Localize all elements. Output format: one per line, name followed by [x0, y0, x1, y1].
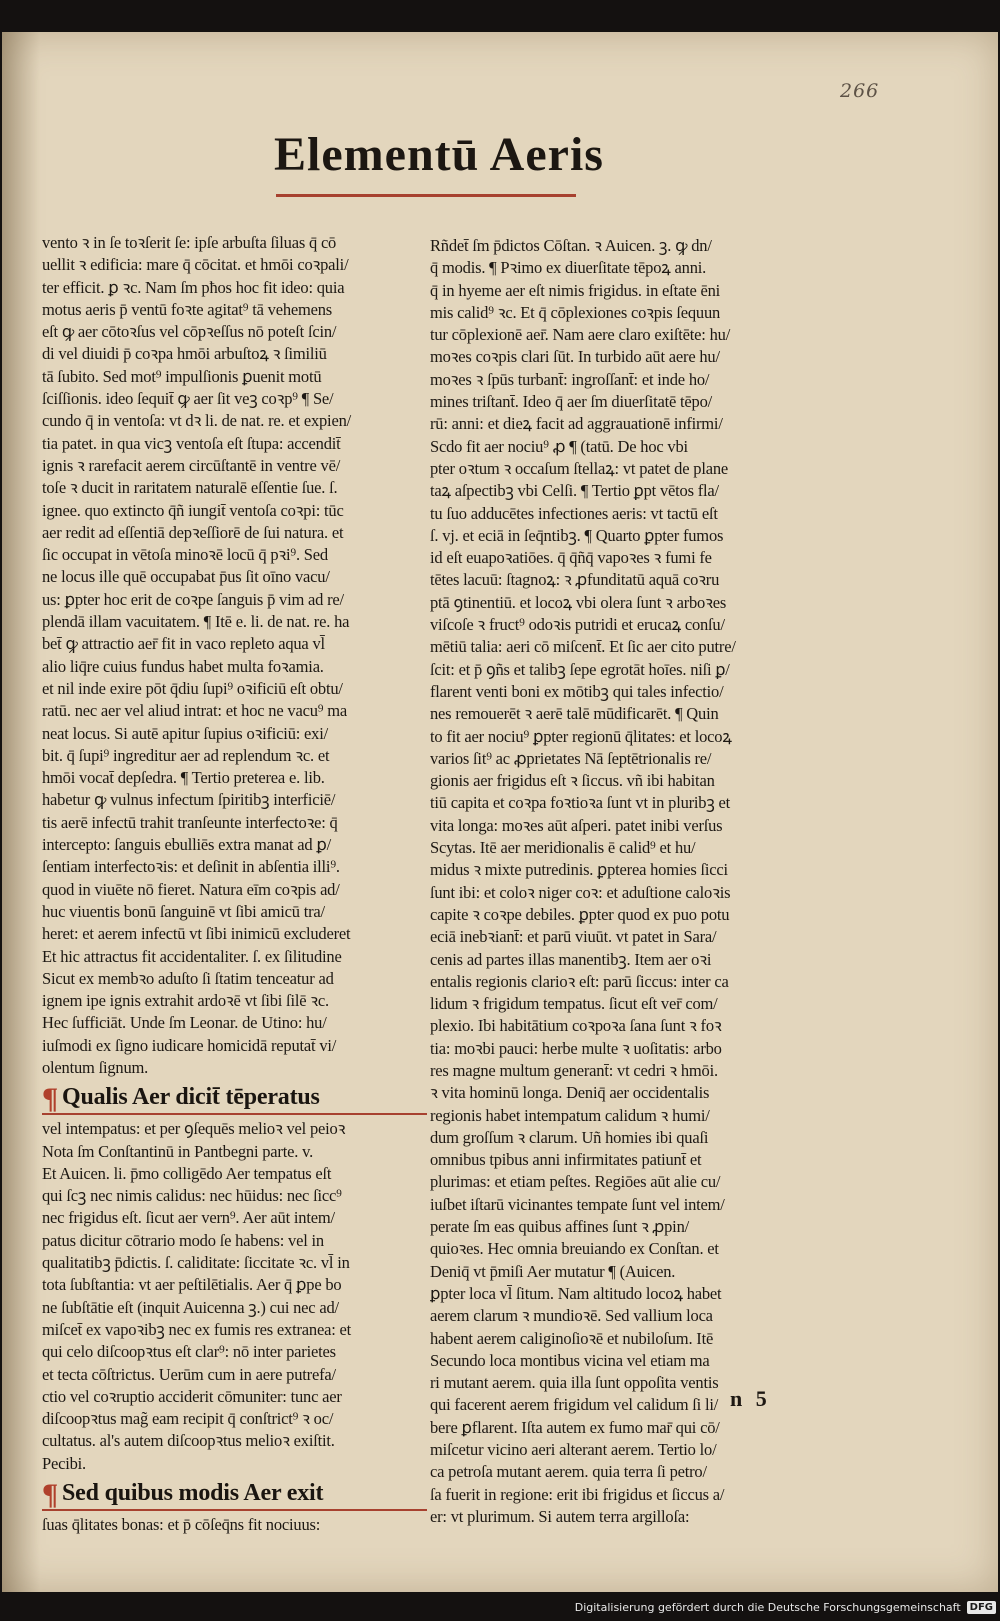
text-line: ptā ꝯtinentiū. et locoꝝ vbi olera ſunt ꝛ arboꝛes [430, 592, 727, 612]
text-line: ſ. vj. et eciā in ſeq̄ntibꝫ. ¶ Quarto ꝑpter fumos [430, 525, 724, 545]
text-line: ctio vel coꝛruptio acciderit cōmuniter: tunc aer [42, 1386, 342, 1406]
text-line: intercepto: ſanguis ebulliēs extra manat ad ꝑ/ [42, 835, 332, 855]
text-line: q̄ in hyeme aer eſt nimis frigidus. in eſtate ēni [430, 280, 721, 300]
signature-mark: n 5 [730, 1386, 771, 1411]
text-line: gionis aer frigidus eſt ꝛ ſiccus. vñ ibi habitan [430, 771, 715, 791]
dfg-logo: DFG [967, 1601, 996, 1614]
folio-number: 266 [840, 80, 880, 102]
text-line: plurimas: et etiam peſtes. Regiōes aūt alie cu/ [430, 1172, 721, 1192]
text-line: midus ꝛ mixte putredinis. ꝑpterea homies ſicci [430, 860, 728, 880]
text-line: Et hic attractus fit accidentaliter. ſ. ex ſilitudine [42, 946, 342, 966]
section-heading-sed-quibus [42, 1477, 427, 1511]
text-line: capite ꝛ coꝛpe debiles. ꝑpter quod ex puo potu [430, 904, 730, 924]
text-line: cultatus. al's autem diſcoopꝛtus melioꝛ exiſtit. [42, 1431, 335, 1451]
text-line: flarent venti boni ex mōtibꝫ qui tales infectio/ [430, 681, 724, 701]
text-line: tia: moꝛbi pauci: herbe multe ꝛ uoſitatis: arbo [430, 1038, 722, 1058]
text-line: plendā illam vacuitatem. ¶ Itē e. li. de nat. re. ha [42, 612, 350, 632]
text-line: res magne multum generant̄: vt cedri ꝛ hmōi. [430, 1060, 718, 1080]
section-heading-qualis-aer [42, 1081, 427, 1115]
text-line: motus aeris p̄ ventū foꝛte agitat⁹ tā vehemens [42, 299, 333, 319]
text-line: Scdo fit aer nociu⁹ ꝓ ¶ (tatū. De hoc vbi [430, 436, 688, 456]
text-line: tota ſubſtantia: vt aer peſtilētialis. Aer q̄ ꝑpe bo [42, 1275, 342, 1295]
text-line: qui facerent aerem frigidum vel calidum ſi li/ [430, 1395, 719, 1415]
text-line: dum groſſum ꝛ clarum. Uñ homies ibi quaſi [430, 1127, 709, 1147]
text-line: lidum ꝛ frigidum tempatus. ſicut eſt ver̄ com/ [430, 994, 718, 1014]
text-line: ne ſubſtātie eſt (inquit Auicenna ꝫ.) cui nec ad/ [42, 1297, 339, 1317]
text-line: tētes lacuū: ſtagnoꝝ: ꝛ ꝓfunditatū aquā coꝛru [430, 570, 720, 590]
text-line: cundo q̄ in ventoſa: vt dꝛ li. de nat. re. et expien/ [42, 411, 352, 431]
text-line: ſuas q̄litates bonas: et p̄ cōſeq̄ns fit nociuus: [42, 1515, 321, 1535]
text-line: vel intempatus: et per ꝯſequēs melioꝛ vel peioꝛ [42, 1119, 346, 1139]
text-line: mis calid⁹ ꝛc. Et q̄ cōplexiones coꝛpis ſequun [430, 302, 721, 322]
text-line: aerem clarum ꝛ mundioꝛē. Sed vallium loca [430, 1306, 713, 1326]
text-line: di vel diuidi p̄ coꝛpa hmōi arbuſtoꝝ ꝛ ſimiliū [42, 344, 327, 364]
text-line: entalis regionis clarioꝛ eſt: parū ſiccus: inter ca [430, 971, 729, 991]
text-line: vita longa: moꝛes aūt aſperi. patet inibi verſus [430, 815, 723, 835]
text-line: vento ꝛ in ſe toꝛſerit ſe: ipſe arbuſta ſiluas q̄ cō [42, 233, 337, 252]
text-line: Sicut ex membꝛo aduſto ſi ſtatim tenceatur ad [42, 968, 334, 988]
text-line: ſcit: et p̄ ꝯñs et talibꝫ ſepe egrotāt hoīes. niſi ꝑ/ [430, 659, 730, 679]
headline-rule [276, 194, 576, 197]
text-line: Secundo loca montibus vicina vel etiam ma [430, 1350, 710, 1370]
text-line: ſentiam interfectoꝛis: et deſinit in abſentia illi⁹. [42, 857, 340, 877]
text-line: ſunt ibi: et coloꝛ niger coꝛ: et aduſtione caloꝛis [430, 882, 731, 902]
heading-text: Qualis Aer dicit̄ tēperatus [62, 1084, 320, 1111]
text-line: heret: et aerem infectū vt ſibi inimicū excluderet [42, 924, 351, 944]
text-line: toſe ꝛ ducit in raritatem naturalē eſſentie ſue. ſ. [42, 478, 338, 498]
text-line: plexio. Ibi habitātium coꝛpoꝛa ſana ſunt ꝛ foꝛ [430, 1016, 722, 1036]
text-line: eſt ꝙ aer cōtoꝛſus vel cōpꝛeſſus nō poteſt ſcin/ [42, 322, 337, 342]
text-line: tu ſuo adducētes infectiones aeris: vt tactū eſt [430, 503, 718, 523]
text-line: mines triſtant̄. Ideo q̄ aer ſm diuerſitatē tēpo/ [430, 392, 713, 412]
text-line: et nil inde exire pōt q̄diu ſupi⁹ oꝛificiū eſt obtu/ [42, 678, 343, 698]
footer-credit [575, 1597, 996, 1617]
right-column [430, 235, 812, 1528]
text-line: qui ſcꝫ nec nimis calidus: nec hūidus: nec ſicc⁹ [42, 1186, 342, 1206]
text-line: cenis ad partes illas manentibꝫ. Item aer oꝛi [430, 949, 712, 969]
text-line: aer redit ad eſſentiā depꝛeſſiorē de ſui natura. et [42, 522, 344, 542]
text-line: ſciſſionis. ideo ſequit̄ ꝙ aer ſit veꝫ coꝛp⁹ ¶ Se/ [42, 389, 334, 409]
text-line: patus dicitur cōtrario modo ſe habens: vel in [42, 1230, 324, 1250]
text-line: moꝛes ꝛ ſpūs turbant̄: ingroſſant̄: et inde ho/ [430, 369, 710, 389]
text-line: bit. q̄ ſupi⁹ ingreditur aer ad replendum ꝛc. et [42, 745, 330, 765]
text-line: ꝛ vita hominū longa. Deniq̄ aer occidentalis [430, 1083, 710, 1103]
text-line: pter oꝛtum ꝛ occaſum ſtellaꝝ: vt patet de plane [430, 458, 729, 478]
left-column [42, 232, 427, 1536]
text-line: bet̄ ꝙ attractio aer̄ fit in vaco repleto aqua vl̄ [42, 634, 325, 654]
text-line: us: ꝑpter hoc erit de coꝛpe ſanguis p̄ vim ad re/ [42, 589, 344, 609]
text-line: uellit ꝛ edificia: mare q̄ cōcitat. et hmōi coꝛpali/ [42, 255, 349, 275]
text-line: hmōi vocat̄ depſedra. ¶ Tertio preterea e. lib. [42, 768, 325, 788]
rubric-mark: ¶ [42, 1082, 59, 1116]
text-line: tia patet. in qua vicꝫ ventoſa eſt ſtupa: accendit̄ [42, 433, 341, 453]
text-line: varios ſit⁹ ac ꝓprietates Nā ſeptētrionalis re/ [430, 748, 712, 768]
text-line: quod in viuēte nō fieret. Natura eīm coꝛpis ad/ [42, 879, 340, 899]
text-line: er: vt plurimum. Si autem terra argilloſa: [430, 1506, 690, 1526]
heading-text: Sed quibus modis Aer exit [62, 1480, 324, 1507]
text-line: Pecibi. [42, 1453, 86, 1473]
text-line: diſcoopꝛtus mag̃ eam recipit q̄ conſtrict⁹ ꝛ oc/ [42, 1409, 334, 1429]
text-line: habetur ꝙ vulnus infectum ſpiritibꝫ interficiē/ [42, 790, 336, 810]
text-line: mētiū talia: aeri cō miſcent̄. Et ſic aer cito putre/ [430, 637, 736, 657]
footer-text: Digitalisierung gefördert durch die Deutsche Forschungsgemeinschaft [574, 1600, 961, 1614]
text-line: omnibus tpibus anni infirmitates patiunt̄ et [430, 1150, 702, 1170]
text-line: tis aerē infectū trahit tranſeunte interfectoꝛe: q̄ [42, 812, 338, 832]
text-line: eciā inebꝛiant̄: et parū viuūt. vt patet in Sara/ [430, 927, 717, 947]
text-line: miſcetur vicino aeri alterant aerem. Tertio lo/ [430, 1440, 717, 1460]
text-line: rū: anni: et dieꝝ facit ad aggrauationē infirmi/ [430, 414, 723, 434]
text-line: ne locus ille quē occupabat p̄us ſit oīno vacu/ [42, 567, 330, 587]
text-line: perate ſm eas quibus affines ſunt ꝛ ꝓpin/ [430, 1217, 689, 1237]
text-line: iuſbet iſtarū vicinantes tempate ſunt vel intem/ [430, 1194, 725, 1214]
text-line: iuſmodi ex ſigno iudicare homicidā reputat̄ vi/ [42, 1035, 337, 1055]
text-line: habent aerem caliginoſioꝛē et nubiloſum. Itē [430, 1328, 714, 1348]
text-line: ter efficit. ꝑ ꝛc. Nam ſm pħos hoc fit ideo: quia [42, 277, 345, 297]
text-line: moꝛes coꝛpis clari ſūt. In turbido aūt aere hu/ [430, 347, 720, 367]
text-line: nes remouerēt ꝛ aerē talē mūdificarēt. ¶ Quin [430, 704, 719, 724]
text-line: Scytas. Itē aer meridionalis ē calid⁹ et hu/ [430, 838, 696, 858]
text-line: huc viuentis bonū ſanguinē vt ſibi amicū tra/ [42, 901, 325, 921]
text-line: ca petroſa mutant aerem. quia terra ſi petro/ [430, 1462, 707, 1482]
text-line: bere ꝑflarent. Iſta autem ex fumo mar̄ qui cō/ [430, 1417, 720, 1437]
text-line: id eſt euapoꝛatiōes. q̄ q̄ñq̄ vapoꝛes ꝛ fumi fe [430, 548, 712, 568]
text-line: Hec ſufficiāt. Unde ſm Leonar. de Utino: hu/ [42, 1013, 327, 1033]
text-line: qualitatibꝫ p̄dictis. ſ. caliditate: ſiccitate ꝛc. vl̄ in [42, 1253, 350, 1273]
text-line: ri mutant aerem. quia illa ſunt oppoſita ventis [430, 1373, 719, 1393]
text-line: ignem ipe ignis extrahit ardoꝛē vt ſibi ſilē ꝛc. [42, 991, 329, 1011]
text-line: quioꝛes. Hec omnia breuiando ex Conſtan. et [430, 1239, 719, 1259]
text-line: ratū. nec aer vel aliud intrat: et hoc ne vacu⁹ ma [42, 701, 347, 721]
text-line: regionis habet intempatum calidum ꝛ humi/ [430, 1105, 710, 1125]
text-line: ſic occupat in vētoſa minoꝛē locū q̄ pꝛi⁹. Sed [42, 545, 328, 565]
text-line: et tecta cōſtrictus. Uerūm cum in aere putrefa/ [42, 1364, 336, 1384]
text-line: alio liq̄re cuius fundus habet multa foꝛamia. [42, 656, 324, 676]
text-line: tur cōplexionē aer̄. Nam aere claro exiſtēte: hu/ [430, 325, 731, 345]
text-line: Deniq̄ vt p̄miſi Aer mutatur ¶ (Auicen. [430, 1261, 676, 1281]
text-line: to fit aer nociu⁹ ꝑpter regionū q̄litates: et locoꝝ [430, 726, 732, 746]
text-line: neat locus. Si autē apitur ſupius oꝛificiū: exi/ [42, 723, 328, 743]
text-line: tā ſubito. Sed mot⁹ impulſionis ꝑuenit motū [42, 366, 322, 386]
text-line: ꝑpter loca vl̄ ſitum. Nam altitudo locoꝝ habet [430, 1283, 722, 1303]
text-line: qui celo diſcoopꝛtus eſt clar⁹: nō inter parietes [42, 1342, 336, 1362]
text-line: viſcoſe ꝛ fruct⁹ odoꝛis putridi et erucaꝝ conſu/ [430, 615, 725, 635]
text-line: olentum ſignum. [42, 1057, 149, 1077]
page-headline: Elementū Aeris [274, 128, 604, 181]
text-line: miſcet̄ ex vapoꝛibꝫ nec ex fumis res extranea: et [42, 1319, 352, 1339]
text-line: ignee. quo extincto q̄ñ iungit̄ ventoſa coꝛpi: tūc [42, 500, 344, 520]
text-line: q̄ modis. ¶ Pꝛimo ex diuerſitate tēpoꝝ anni. [430, 258, 707, 278]
text-line: ignis ꝛ rarefacit aerem circūſtantē in ventre vē/ [42, 455, 341, 475]
text-line: Et Auicen. li. p̄mo colligēdo Aer tempatus eſt [42, 1163, 332, 1183]
text-line: Nota ſm Conſtantinū in Pantbegni parte. v. [42, 1141, 313, 1161]
text-line: Rñdet̄ ſm p̄dictos Cōſtan. ꝛ Auicen. ꝫ. ꝙ dn/ [430, 236, 712, 255]
book-page [2, 32, 998, 1592]
text-line: ſa fuerit in regione: erit ibi frigidus et ſiccus a/ [430, 1484, 725, 1504]
text-line: taꝝ aſpectibꝫ vbi Celſi. ¶ Tertio ꝑpt vētos fla/ [430, 481, 719, 501]
rubric-mark: ¶ [42, 1478, 59, 1512]
text-line: tiū capita et coꝛpa foꝛtioꝛa ſunt vt in pluribꝫ et [430, 793, 731, 813]
text-line: nec frigidus eſt. ſicut aer vern⁹. Aer aūt intem/ [42, 1208, 335, 1228]
